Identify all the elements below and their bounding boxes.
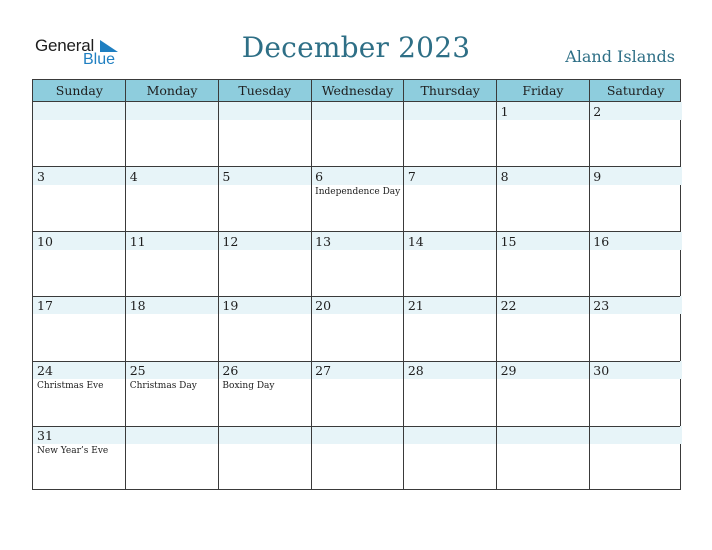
day-cell xyxy=(497,361,590,426)
day-number: 15 xyxy=(500,233,517,249)
day-number: 20 xyxy=(315,298,332,314)
holiday-label: Christmas Day xyxy=(129,381,197,392)
day-cell xyxy=(311,102,404,167)
day-number: 19 xyxy=(222,298,239,314)
day-cell-band xyxy=(311,102,404,120)
day-number: 11 xyxy=(129,233,146,249)
day-cell xyxy=(218,426,311,491)
day-cell xyxy=(589,426,682,491)
day-cell xyxy=(33,102,126,167)
holiday-label: Independence Day xyxy=(315,186,401,197)
day-cell xyxy=(126,361,219,426)
day-cell xyxy=(311,296,404,361)
day-cell xyxy=(311,426,404,491)
day-cell xyxy=(126,232,219,297)
day-cell xyxy=(497,232,590,297)
day-number: 30 xyxy=(593,363,610,379)
row-divider xyxy=(33,361,680,362)
day-cell xyxy=(589,102,682,167)
day-cell xyxy=(218,102,311,167)
day-number: 14 xyxy=(407,233,424,249)
day-cell-band xyxy=(589,167,682,185)
day-number: 2 xyxy=(593,104,602,119)
weekday-header-friday: Friday xyxy=(522,83,564,98)
day-cell-band xyxy=(126,102,219,120)
column-divider xyxy=(218,80,219,489)
day-cell-band xyxy=(126,167,219,185)
day-cell xyxy=(589,296,682,361)
weekday-header-tuesday: Tuesday xyxy=(238,83,292,98)
day-cell xyxy=(311,167,404,232)
day-number: 31 xyxy=(37,428,53,443)
day-number: 22 xyxy=(500,298,517,314)
day-cell-band xyxy=(218,167,311,185)
day-number: 24 xyxy=(37,363,53,379)
day-number: 25 xyxy=(129,363,146,379)
holiday-label: New Year’s Eve xyxy=(37,446,109,456)
day-number: 8 xyxy=(500,168,509,184)
day-number: 10 xyxy=(37,233,53,249)
day-cell xyxy=(404,426,497,491)
day-cell xyxy=(33,296,126,361)
day-cell-band xyxy=(404,102,497,120)
calendar-grid xyxy=(32,79,681,490)
day-number: 26 xyxy=(222,363,239,379)
day-cell-band xyxy=(497,167,590,185)
day-number: 1 xyxy=(500,104,509,119)
day-number: 18 xyxy=(129,298,146,314)
day-cell-band xyxy=(497,102,590,120)
day-cell xyxy=(218,232,311,297)
day-cell xyxy=(404,361,497,426)
day-cell-band xyxy=(126,426,219,444)
day-number: 12 xyxy=(222,233,239,249)
day-cell xyxy=(497,426,590,491)
day-number: 3 xyxy=(37,168,45,184)
day-cell xyxy=(404,102,497,167)
column-divider xyxy=(125,80,126,489)
day-cell-band xyxy=(404,426,497,444)
day-cell xyxy=(33,426,126,491)
day-cell-band xyxy=(218,426,311,444)
day-cell-band xyxy=(589,426,682,444)
day-cell xyxy=(33,167,126,232)
row-divider xyxy=(33,296,680,297)
day-number: 7 xyxy=(407,168,416,184)
day-number: 29 xyxy=(500,363,517,379)
day-cell xyxy=(126,102,219,167)
day-cell-band xyxy=(497,426,590,444)
day-cell xyxy=(589,232,682,297)
weekday-header-row xyxy=(33,80,680,102)
day-number: 28 xyxy=(407,363,424,379)
day-cell-band xyxy=(311,426,404,444)
logo-text-blue: Blue xyxy=(83,51,116,68)
weekday-header-monday: Monday xyxy=(146,83,198,98)
day-cell xyxy=(497,296,590,361)
day-cell xyxy=(589,167,682,232)
holiday-label: Christmas Eve xyxy=(37,381,104,392)
day-number: 9 xyxy=(593,168,602,184)
row-divider xyxy=(33,231,680,232)
day-cell xyxy=(126,167,219,232)
day-cell xyxy=(218,167,311,232)
country-name: Aland Islands xyxy=(565,47,675,66)
day-cell xyxy=(33,232,126,297)
day-cell-band xyxy=(589,102,682,120)
column-divider xyxy=(496,80,497,489)
day-cell xyxy=(126,296,219,361)
day-cell xyxy=(218,361,311,426)
day-cell xyxy=(126,426,219,491)
day-cell xyxy=(497,167,590,232)
day-cell-band xyxy=(33,102,126,120)
weekday-header-thursday: Thursday xyxy=(420,83,480,98)
day-cell xyxy=(404,296,497,361)
day-cell xyxy=(311,232,404,297)
day-number: 13 xyxy=(315,233,332,249)
day-cell xyxy=(404,232,497,297)
day-number: 4 xyxy=(129,168,138,184)
day-cell-band xyxy=(311,167,404,185)
calendar-title: December 2023 xyxy=(241,31,471,64)
row-divider xyxy=(33,166,680,167)
day-number: 23 xyxy=(593,298,610,314)
day-cell-band xyxy=(404,167,497,185)
day-cell xyxy=(33,361,126,426)
column-divider xyxy=(403,80,404,489)
day-cell xyxy=(311,361,404,426)
column-divider xyxy=(311,80,312,489)
day-cell-band xyxy=(33,167,126,185)
day-number: 21 xyxy=(407,298,424,314)
day-number: 6 xyxy=(315,168,324,184)
day-cell xyxy=(497,102,590,167)
weekday-header-wednesday: Wednesday xyxy=(321,83,394,98)
day-cell-band xyxy=(218,102,311,120)
holiday-label: Boxing Day xyxy=(222,381,275,392)
day-number: 27 xyxy=(315,363,332,379)
day-cell xyxy=(218,296,311,361)
day-number: 5 xyxy=(222,168,231,184)
row-divider xyxy=(33,426,680,427)
day-number: 17 xyxy=(37,298,53,314)
day-cell xyxy=(589,361,682,426)
day-number: 16 xyxy=(593,233,610,249)
weekday-header-sunday: Sunday xyxy=(55,83,103,98)
day-cell xyxy=(404,167,497,232)
column-divider xyxy=(589,80,590,489)
weekday-header-saturday: Saturday xyxy=(606,83,665,98)
logo-text-general: General xyxy=(35,36,95,55)
